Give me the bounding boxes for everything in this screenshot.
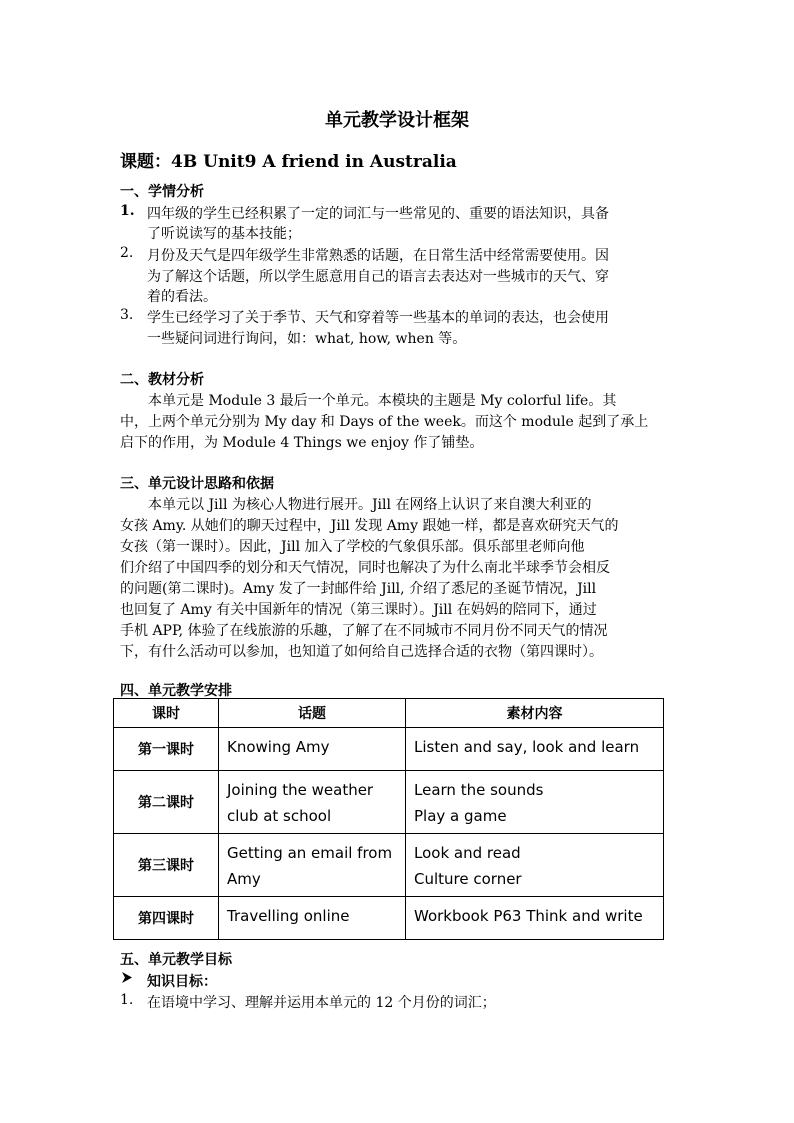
column-header-material: 素材内容 bbox=[406, 699, 664, 728]
list-item-line: 在语境中学习、理解并运用本单元的 12 个月份的词汇； bbox=[147, 995, 496, 1011]
cell-line: Getting an email from bbox=[227, 844, 393, 862]
cell-line: Amy bbox=[227, 870, 261, 888]
lesson-cell: 第四课时 bbox=[114, 897, 219, 940]
column-header-lesson: 课时 bbox=[114, 699, 219, 728]
list-item-line: 一些疑问词进行询问，如：what, how, when 等。 bbox=[147, 331, 467, 347]
cell-line: Travelling online bbox=[227, 907, 350, 925]
paragraph-line: 本单元是 Module 3 最后一个单元。本模块的主题是 My colorful life。其 bbox=[148, 393, 617, 409]
table-row bbox=[114, 728, 664, 771]
list-number: 1. bbox=[120, 992, 134, 1008]
paragraph-line: 们介绍了中国四季的划分和天气情况，同时也解决了为什么南北半球季节会相反 bbox=[120, 560, 610, 576]
paragraph-line: 也回复了 Amy 有关中国新年的情况（第三课时）。Jill 在妈妈的陪同下，通过 bbox=[120, 602, 597, 618]
objective-subheading: 知识目标： bbox=[147, 974, 217, 990]
table-row bbox=[114, 897, 664, 940]
list-item-line: 学生已经学习了关于季节、天气和穿着等一些基本的单词的表达，也会使用 bbox=[147, 310, 609, 326]
arrow-bullet-icon bbox=[121, 971, 133, 988]
lesson-topic: 课题：4B Unit9 A friend in Australia bbox=[120, 152, 457, 172]
document-title: 单元教学设计框架 bbox=[325, 110, 469, 131]
paragraph-line: 的问题(第二课时)。Amy 发了一封邮件给 Jill, 介绍了悉尼的圣诞节情况，Jill bbox=[120, 581, 597, 597]
lesson-cell: 第二课时 bbox=[114, 771, 219, 834]
section-heading-teaching-schedule: 四、单元教学安排 bbox=[120, 683, 232, 699]
section-heading-material-analysis: 二、教材分析 bbox=[120, 372, 204, 388]
paragraph-line: 本单元以 Jill 为核心人物进行展开。Jill 在网络上认识了来自澳大利亚的 bbox=[148, 497, 592, 513]
table-row bbox=[114, 834, 664, 897]
cell-line: Learn the sounds bbox=[414, 781, 544, 799]
list-number: 2. bbox=[120, 245, 134, 261]
cell-line: club at school bbox=[227, 807, 332, 825]
list-item-line: 了听说读写的基本技能； bbox=[147, 226, 301, 242]
list-item-line: 着的看法。 bbox=[147, 289, 217, 305]
schedule-table bbox=[113, 698, 664, 940]
cell-line: Play a game bbox=[414, 807, 507, 825]
cell-line: Workbook P63 Think and write bbox=[414, 907, 643, 925]
list-number: 3. bbox=[120, 307, 134, 323]
cell-line: Joining the weather bbox=[227, 781, 374, 799]
topic-cell bbox=[219, 834, 406, 897]
paragraph-line: 女孩 Amy. 从她们的聊天过程中，Jill 发现 Amy 跟她一样，都是喜欢研究天气的 bbox=[120, 518, 619, 534]
lesson-cell: 第三课时 bbox=[114, 834, 219, 897]
topic-cell bbox=[219, 771, 406, 834]
paragraph-line: 中，上两个单元分别为 My day 和 Days of the week。而这个 module 起到了承上 bbox=[120, 414, 649, 430]
cell-line: Knowing Amy bbox=[227, 738, 330, 756]
section-heading-learner-analysis: 一、学情分析 bbox=[120, 184, 204, 200]
material-cell bbox=[406, 834, 664, 897]
table-row bbox=[114, 771, 664, 834]
column-header-topic: 话题 bbox=[219, 699, 406, 728]
list-number: 1. bbox=[120, 203, 135, 219]
paragraph-line: 手机 APP, 体验了在线旅游的乐趣，了解了在不同城市不同月份不同天气的情况 bbox=[120, 623, 608, 639]
lesson-cell: 第一课时 bbox=[114, 728, 219, 771]
list-item-line: 四年级的学生已经积累了一定的词汇与一些常见的、重要的语法知识，具备 bbox=[147, 206, 609, 222]
cell-line: Look and read bbox=[414, 844, 521, 862]
paragraph-line: 启下的作用，为 Module 4 Things we enjoy 作了铺垫。 bbox=[120, 435, 484, 451]
material-cell bbox=[406, 771, 664, 834]
material-cell bbox=[406, 897, 664, 940]
list-item-line: 月份及天气是四年级学生非常熟悉的话题，在日常生活中经常需要使用。因 bbox=[147, 248, 609, 264]
section-heading-teaching-objectives: 五、单元教学目标 bbox=[120, 952, 232, 968]
topic-cell bbox=[219, 728, 406, 771]
paragraph-line: 下，有什么活动可以参加，也知道了如何给自己选择合适的衣物（第四课时）。 bbox=[120, 644, 603, 660]
material-cell bbox=[406, 728, 664, 771]
arrow-bullet-icon-shape bbox=[121, 971, 133, 984]
list-item-line: 为了解这个话题，所以学生愿意用自己的语言去表达对一些城市的天气、穿 bbox=[147, 269, 609, 285]
paragraph-line: 女孩（第一课时）。因此，Jill 加入了学校的气象俱乐部。俱乐部里老师向他 bbox=[120, 539, 585, 555]
section-heading-design-rationale: 三、单元设计思路和依据 bbox=[120, 476, 274, 492]
table-header-row bbox=[114, 699, 664, 728]
topic-cell bbox=[219, 897, 406, 940]
cell-line: Culture corner bbox=[414, 870, 522, 888]
cell-line: Listen and say, look and learn bbox=[414, 738, 640, 756]
